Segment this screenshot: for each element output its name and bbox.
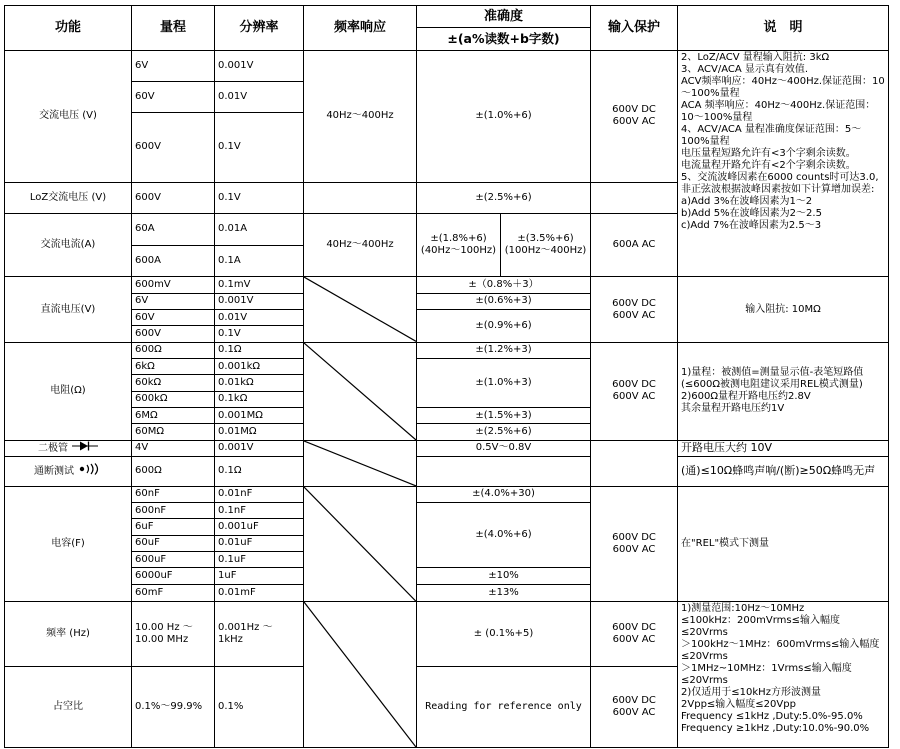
header-notes: 说 明 <box>678 6 889 51</box>
aca-accuracy-high <box>501 214 591 277</box>
cap-resolution: 0.01mF <box>215 584 304 601</box>
note-line: Frequency ≥1kHz ,Duty:10.0%-90.0% <box>681 722 870 734</box>
ohm-accuracy: ±(1.0%+3) <box>417 359 591 408</box>
diagonal-slash <box>304 343 416 440</box>
note-line: 2)仅适用于≤10kHz方形波测量 <box>681 686 821 698</box>
accuracy-value: ±(1.8%+6) <box>430 233 487 245</box>
duty-function: 占空比 <box>5 667 132 748</box>
aca-accuracy-low <box>417 214 501 277</box>
note-line: 3、ACV/ACA 显示真有效值. <box>681 63 809 75</box>
ohm-resolution: 0.001kΩ <box>215 359 304 375</box>
cap-resolution: 0.1nF <box>215 502 304 518</box>
cap-range: 60nF <box>132 486 215 502</box>
dcv-note: 输入阻抗: 10MΩ <box>678 277 889 342</box>
ohm-resolution: 0.001MΩ <box>215 408 304 424</box>
diagonal-slash <box>304 602 416 747</box>
duty-accuracy: Reading for reference only <box>417 667 591 748</box>
aca-frequency: 40Hz～400Hz <box>304 214 417 277</box>
continuity-range: 600Ω <box>132 457 215 487</box>
accuracy-value: ±(3.5%+6) <box>517 233 574 245</box>
ohm-resolution: 0.1Ω <box>215 342 304 358</box>
cap-note: 在"REL"模式下测量 <box>678 486 889 601</box>
frequency-function: 频率 (Hz) <box>5 601 132 666</box>
acv-range: 600V <box>132 113 215 182</box>
cap-accuracy: ±(4.0%+30) <box>417 486 591 502</box>
protection-ac: 600V AC <box>612 116 656 128</box>
header-input-protection: 输入保护 <box>591 6 678 51</box>
ohm-range: 6MΩ <box>132 408 215 424</box>
spec-table <box>4 5 889 748</box>
ac-notes <box>678 50 889 277</box>
diagonal-slash <box>304 277 416 341</box>
protection-ac: 600V AC <box>612 634 656 646</box>
ohm-resolution: 0.1kΩ <box>215 391 304 407</box>
dcv-protection <box>591 277 678 342</box>
aca-range: 600A <box>132 245 215 277</box>
acv-range: 6V <box>132 50 215 81</box>
acv-accuracy: ±(1.0%+6) <box>417 50 591 182</box>
dcv-resolution: 0.1mV <box>215 277 304 293</box>
continuity-accuracy <box>417 457 591 487</box>
cap-frequency-na <box>304 486 417 601</box>
cap-protection <box>591 486 678 601</box>
ohm-function: 电阻(Ω) <box>5 342 132 440</box>
note-line: b)Add 5%在波峰因素为2～2.5 <box>681 207 822 219</box>
note-line: 其余量程开路电压约1V <box>681 403 785 415</box>
ohm-range: 6kΩ <box>132 359 215 375</box>
header-function: 功能 <box>5 6 132 51</box>
frequency-notes <box>678 601 889 747</box>
aca-resolution: 0.1A <box>215 245 304 277</box>
dcv-range: 60V <box>132 310 215 326</box>
cap-accuracy: ±13% <box>417 584 591 601</box>
cap-range: 600uF <box>132 551 215 567</box>
dcv-frequency-na <box>304 277 417 342</box>
note-line: c)Add 7%在波峰因素为2.5～3 <box>681 219 822 231</box>
cap-resolution: 0.1uF <box>215 551 304 567</box>
duty-resolution: 0.1% <box>215 667 304 748</box>
note-line: 2、LoZ/ACV 量程输入阻抗: 3kΩ <box>681 51 830 63</box>
dcv-range: 6V <box>132 293 215 309</box>
ohm-range: 600Ω <box>132 342 215 358</box>
protection-dc: 600V DC <box>612 695 656 707</box>
dcv-accuracy: ±(0.9%+6) <box>417 310 591 343</box>
diode-note: 开路电压大约 10V <box>678 440 889 456</box>
freq-range <box>132 601 215 666</box>
ohm-range: 60kΩ <box>132 375 215 391</box>
cap-range: 60mF <box>132 584 215 601</box>
protection-ac: 600V AC <box>612 543 656 555</box>
diode-resolution: 0.001V <box>215 440 304 456</box>
acv-protection <box>591 50 678 182</box>
accuracy-band: (100Hz～400Hz) <box>504 245 587 257</box>
loz-range: 600V <box>132 182 215 214</box>
protection-ac: 600V AC <box>612 707 656 719</box>
note-line: 4、ACV/ACA 量程准确度保证范围：5～100%量程 <box>681 123 862 147</box>
resolution-line: 1kHz <box>218 634 243 646</box>
header-frequency-response: 频率响应 <box>304 6 417 51</box>
duty-protection <box>591 667 678 748</box>
note-line: ＞1MHz~10MHz：1Vrms≤输入幅度≤20Vrms <box>681 662 852 686</box>
protection-dc: 600V DC <box>612 622 656 634</box>
ohm-accuracy: ±(1.2%+3) <box>417 342 591 358</box>
ohm-frequency-na <box>304 342 417 440</box>
note-line: 电压量程短路允许有<3个字剩余读数。 <box>681 147 856 159</box>
note-line: ＞100kHz～1MHz：600mVrms≤输入幅度≤20Vrms <box>681 638 880 662</box>
acv-resolution: 0.1V <box>215 113 304 182</box>
diagonal-slash <box>304 441 416 486</box>
note-line: ACV频率响应：40Hz～400Hz.保证范围：10～100%量程 <box>681 75 885 99</box>
ohm-accuracy: ±(2.5%+6) <box>417 424 591 440</box>
aca-resolution: 0.01A <box>215 214 304 246</box>
resolution-line: 0.001Hz ～ <box>218 622 273 634</box>
note-line: a)Add 3%在波峰因素为1～2 <box>681 195 813 207</box>
cap-range: 6uF <box>132 519 215 535</box>
cap-range: 600nF <box>132 502 215 518</box>
loz-protection <box>591 182 678 214</box>
cap-resolution: 0.01nF <box>215 486 304 502</box>
dcv-resolution: 0.1V <box>215 326 304 342</box>
ohm-resolution: 0.01MΩ <box>215 424 304 440</box>
cap-range: 6000uF <box>132 568 215 584</box>
acv-resolution: 0.001V <box>215 50 304 81</box>
capacitance-function: 电容(F) <box>5 486 132 601</box>
dcv-range: 600mV <box>132 277 215 293</box>
diode-protection <box>591 440 678 486</box>
duty-range: 0.1%～99.9% <box>132 667 215 748</box>
dcv-accuracy: ±（0.8%＋3） <box>417 277 591 293</box>
cap-resolution: 1uF <box>215 568 304 584</box>
acv-function: 交流电压 (V) <box>5 50 132 182</box>
range-line: 10.00 Hz ～ <box>135 622 193 634</box>
ohm-resolution: 0.01kΩ <box>215 375 304 391</box>
diagonal-slash <box>304 487 416 601</box>
note-line: ACA 频率响应：40Hz～400Hz.保证范围：10～100%量程 <box>681 99 876 123</box>
note-line: 1)量程：被测值=测量显示值-表笔短路值(≤600Ω被测电阻建议采用REL模式测量) <box>681 367 864 391</box>
protection-dc: 600V DC <box>612 379 656 391</box>
buzzer-icon <box>78 463 102 479</box>
freq-accuracy: ± (0.1%+5) <box>417 601 591 666</box>
cap-accuracy: ±(4.0%+6) <box>417 502 591 567</box>
freq-protection <box>591 601 678 666</box>
ohm-accuracy: ±(1.5%+3) <box>417 408 591 424</box>
diode-icon <box>72 441 98 455</box>
aca-range: 60A <box>132 214 215 246</box>
note-line: 2)600Ω量程开路电压约2.8V <box>681 391 811 403</box>
diode-accuracy: 0.5V～0.8V <box>417 440 591 456</box>
diode-frequency-na <box>304 440 417 486</box>
note-line: 2Vpp≤输入幅度≤20Vpp <box>681 698 796 710</box>
note-line: 电流量程开路允许有<2个字剩余读数。 <box>681 159 856 171</box>
acv-range: 60V <box>132 81 215 113</box>
note-line: ≤100kHz：200mVrms≤输入幅度≤20Vrms <box>681 614 840 638</box>
loz-function: LoZ交流电压 (V) <box>5 182 132 214</box>
note-line: 5、交流波峰因素在6000 counts时可达3.0,非正弦波根据波峰因素按如下计算增加误差: <box>681 171 879 195</box>
dcv-accuracy: ±(0.6%+3) <box>417 293 591 309</box>
acv-resolution: 0.01V <box>215 81 304 113</box>
loz-resolution: 0.1V <box>215 182 304 214</box>
diode-range: 4V <box>132 440 215 456</box>
cap-range: 60uF <box>132 535 215 551</box>
aca-protection: 600A AC <box>591 214 678 277</box>
dcv-range: 600V <box>132 326 215 342</box>
ohm-range: 600kΩ <box>132 391 215 407</box>
header-accuracy: 准确度 <box>417 6 591 28</box>
loz-frequency <box>304 182 417 214</box>
protection-dc: 600V DC <box>612 531 656 543</box>
cap-resolution: 0.001uF <box>215 519 304 535</box>
continuity-label: 通断测试 <box>34 466 74 478</box>
accuracy-band: (40Hz～100Hz) <box>420 245 497 257</box>
continuity-resolution: 0.1Ω <box>215 457 304 487</box>
continuity-note: (通)≤10Ω蜂鸣声响/(断)≥50Ω蜂鸣无声 <box>678 457 889 487</box>
dcv-resolution: 0.01V <box>215 310 304 326</box>
range-line: 10.00 MHz <box>135 634 189 646</box>
ohm-range: 60MΩ <box>132 424 215 440</box>
dcv-resolution: 0.001V <box>215 293 304 309</box>
header-range: 量程 <box>132 6 215 51</box>
loz-accuracy: ±(2.5%+6) <box>417 182 591 214</box>
aca-function: 交流电流(A) <box>5 214 132 277</box>
header-accuracy-formula: ±(a%读数+b字数) <box>417 28 591 50</box>
cap-resolution: 0.01uF <box>215 535 304 551</box>
diode-function <box>5 440 132 456</box>
protection-ac: 600V AC <box>612 391 656 403</box>
freq-resolution <box>215 601 304 666</box>
diode-label: 二极管 <box>38 443 68 455</box>
protection-ac: 600V AC <box>612 309 656 321</box>
continuity-function <box>5 457 132 487</box>
protection-dc: 600V DC <box>612 104 656 116</box>
note-line: 1)测量范围:10Hz～10MHz <box>681 602 805 614</box>
protection-dc: 600V DC <box>612 297 656 309</box>
dcv-function: 直流电压(V) <box>5 277 132 342</box>
acv-frequency: 40Hz～400Hz <box>304 50 417 182</box>
ohm-note <box>678 342 889 440</box>
freq-frequency-na <box>304 601 417 747</box>
ohm-protection <box>591 342 678 440</box>
header-resolution: 分辨率 <box>215 6 304 51</box>
cap-accuracy: ±10% <box>417 568 591 584</box>
note-line: Frequency ≤1kHz ,Duty:5.0%-95.0% <box>681 710 863 722</box>
